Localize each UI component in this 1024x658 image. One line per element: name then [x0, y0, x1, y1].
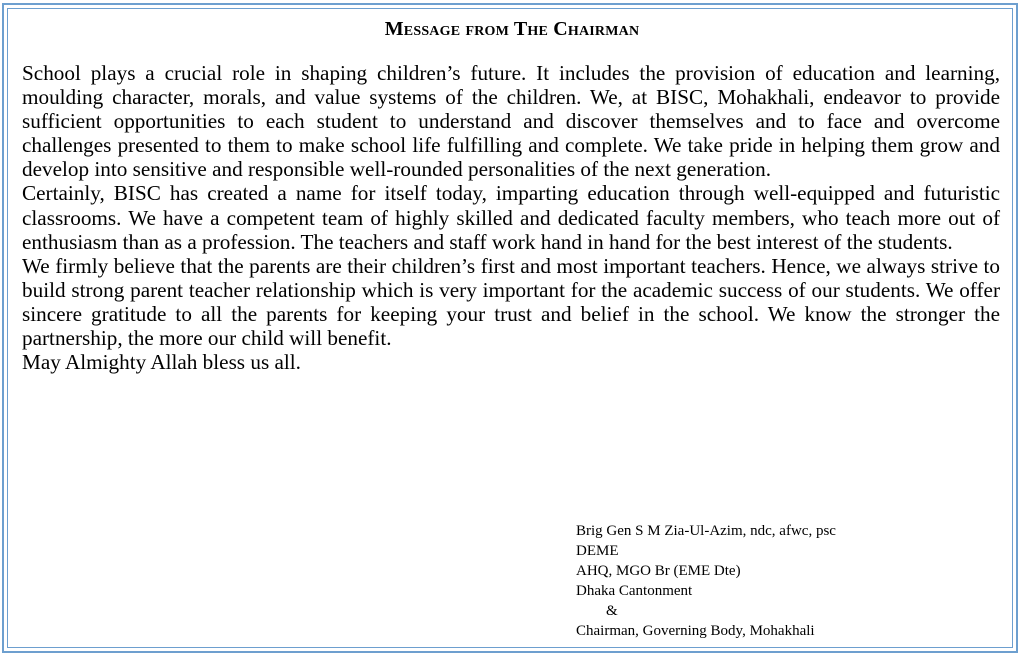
- signature-block: [576, 521, 836, 641]
- signatory-role: Chairman, Governing Body, Mohakhali: [576, 623, 815, 639]
- message-body: [22, 61, 1000, 374]
- paragraph-1: School plays a crucial role in shaping children’s future. It includes the provision of education and learning, moulding character, morals, and value systems of the children. We, at BISC, Mohakhali, endeavor to provide sufficient opportunities to each student to understand and discover themselves and to face and overcome challenges presented to them to make school life fulfilling and complete. We take pride in helping them grow and develop into sensitive and responsible well-rounded personalities of the next generation.: [22, 61, 1000, 182]
- page-title: Message from The Chairman: [384, 18, 640, 40]
- signatory-name: Brig Gen S M Zia-Ul-Azim, ndc, afwc, psc: [576, 523, 836, 539]
- signatory-location: Dhaka Cantonment: [576, 583, 693, 599]
- paragraph-2: Certainly, BISC has created a name for itself today, imparting education through well-equipped and futuristic classrooms. We have a competent team of highly skilled and dedicated faculty members, who teach more out of enthusiasm than as a profession. The teachers and staff work hand in hand for the best interest of the students.: [22, 181, 1000, 254]
- signatory-corps: DEME: [576, 543, 619, 559]
- paragraph-3: We firmly believe that the parents are their children’s first and most important teachers. Hence, we always strive to build strong parent teacher relationship which is very important for the academic success of our students. We offer sincere gratitude to all the parents for keeping your trust and belief in the school. We know the stronger the partnership, the more our child will benefit.: [22, 253, 1000, 351]
- signatory-ampersand: &: [576, 603, 618, 619]
- paragraph-4: May Almighty Allah bless us all.: [22, 350, 301, 375]
- signatory-office: AHQ, MGO Br (EME Dte): [576, 563, 741, 579]
